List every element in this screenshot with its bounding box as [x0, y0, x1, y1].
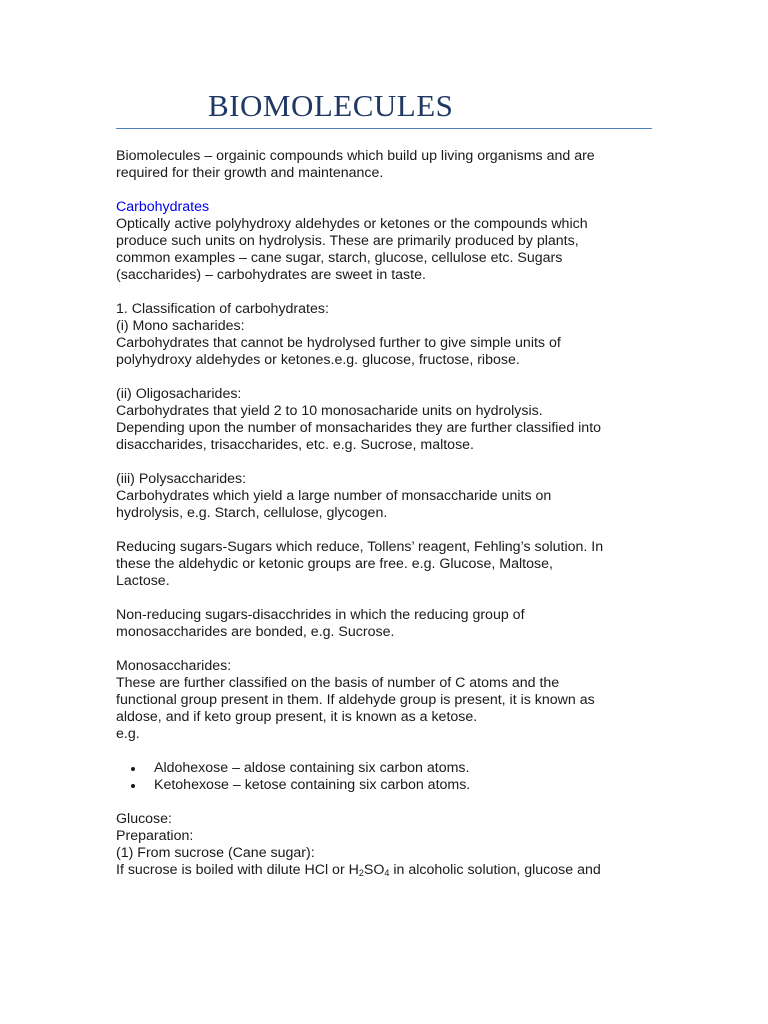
glucose-last-line — [116, 862, 656, 879]
list-item — [116, 760, 656, 777]
bullet-dot-icon — [131, 784, 135, 788]
monosaccharides-line: e.g. — [116, 726, 140, 742]
reducing-sugars-section — [116, 539, 656, 590]
document-body — [116, 148, 656, 879]
bullet-text: Ketohexose – ketose containing six carbon atoms. — [154, 777, 471, 793]
classification-section — [116, 301, 656, 369]
carbohydrates-line: common examples – cane sugar, starch, glucose, cellulose etc. Sugars — [116, 250, 563, 266]
carbohydrates-line: Optically active polyhydroxy aldehydes or ketones or the compounds which — [116, 216, 588, 232]
monosaccharides-line: aldose, and if keto group present, it is known as a ketose. — [116, 709, 478, 725]
reducing-line: Lactose. — [116, 573, 170, 589]
polysaccharides-line: (iii) Polysaccharides: — [116, 471, 247, 487]
bullet-dot-icon — [131, 767, 135, 771]
list-item — [116, 777, 656, 794]
monosaccharides-line: functional group present in them. If aldehyde group is present, it is known as — [116, 692, 595, 708]
monosaccharides-line: These are further classified on the basis of number of C atoms and the — [116, 675, 560, 691]
title-underline-rule — [116, 128, 652, 129]
carbohydrates-section — [116, 199, 656, 284]
oligosaccharides-section — [116, 386, 656, 454]
glucose-line: Preparation: — [116, 828, 194, 844]
monosaccharides-line: Monosaccharides: — [116, 658, 232, 674]
intro-line: required for their growth and maintenance. — [116, 165, 384, 181]
glucose-text-before: If sucrose is boiled with dilute HCl or H — [116, 862, 359, 878]
polysaccharides-line: Carbohydrates which yield a large number of monsaccharide units on — [116, 488, 552, 504]
carbohydrates-heading: Carbohydrates — [116, 199, 210, 215]
oligosaccharides-line: disaccharides, trisaccharides, etc. e.g. Sucrose, maltose. — [116, 437, 474, 453]
classification-line: polyhydroxy aldehydes or ketones.e.g. glucose, fructose, ribose. — [116, 352, 520, 368]
classification-line: Carbohydrates that cannot be hydrolysed further to give simple units of — [116, 335, 561, 351]
oligosaccharides-line: Depending upon the number of monsacharides they are further classified into — [116, 420, 602, 436]
classification-line: (i) Mono sacharides: — [116, 318, 245, 334]
hexose-bullet-list — [116, 760, 656, 794]
glucose-line: Glucose: — [116, 811, 172, 827]
glucose-section — [116, 811, 656, 879]
bullet-text: Aldohexose – aldose containing six carbon atoms. — [154, 760, 470, 776]
subscript: 4 — [384, 868, 390, 878]
reducing-line: Reducing sugars-Sugars which reduce, Tollens’ reagent, Fehling’s solution. In — [116, 539, 604, 555]
glucose-text-after: in alcoholic solution, glucose and — [389, 862, 601, 878]
subscript: 2 — [358, 868, 364, 878]
intro-line: Biomolecules – orgainic compounds which build up living organisms and are — [116, 148, 595, 164]
polysaccharides-section — [116, 471, 656, 522]
monosaccharides-section — [116, 658, 656, 743]
reducing-line: these the aldehydic or ketonic groups are free. e.g. Glucose, Maltose, — [116, 556, 553, 572]
oligosaccharides-line: (ii) Oligosacharides: — [116, 386, 242, 402]
glucose-line: (1) From sucrose (Cane sugar): — [116, 845, 315, 861]
nonreducing-line: Non-reducing sugars-disacchrides in which the reducing group of — [116, 607, 525, 623]
non-reducing-sugars-section — [116, 607, 656, 641]
formula-text: SO — [363, 862, 385, 878]
carbohydrates-line: produce such units on hydrolysis. These are primarily produced by plants, — [116, 233, 579, 249]
oligosaccharides-line: Carbohydrates that yield 2 to 10 monosacharide units on hydrolysis. — [116, 403, 543, 419]
nonreducing-line: monosaccharides are bonded, e.g. Sucrose. — [116, 624, 395, 640]
carbohydrates-line: (saccharides) – carbohydrates are sweet in taste. — [116, 267, 426, 283]
intro-paragraph — [116, 148, 656, 182]
page-title: BIOMOLECULES — [208, 88, 454, 123]
classification-line: 1. Classification of carbohydrates: — [116, 301, 329, 317]
polysaccharides-line: hydrolysis, e.g. Starch, cellulose, glycogen. — [116, 505, 388, 521]
